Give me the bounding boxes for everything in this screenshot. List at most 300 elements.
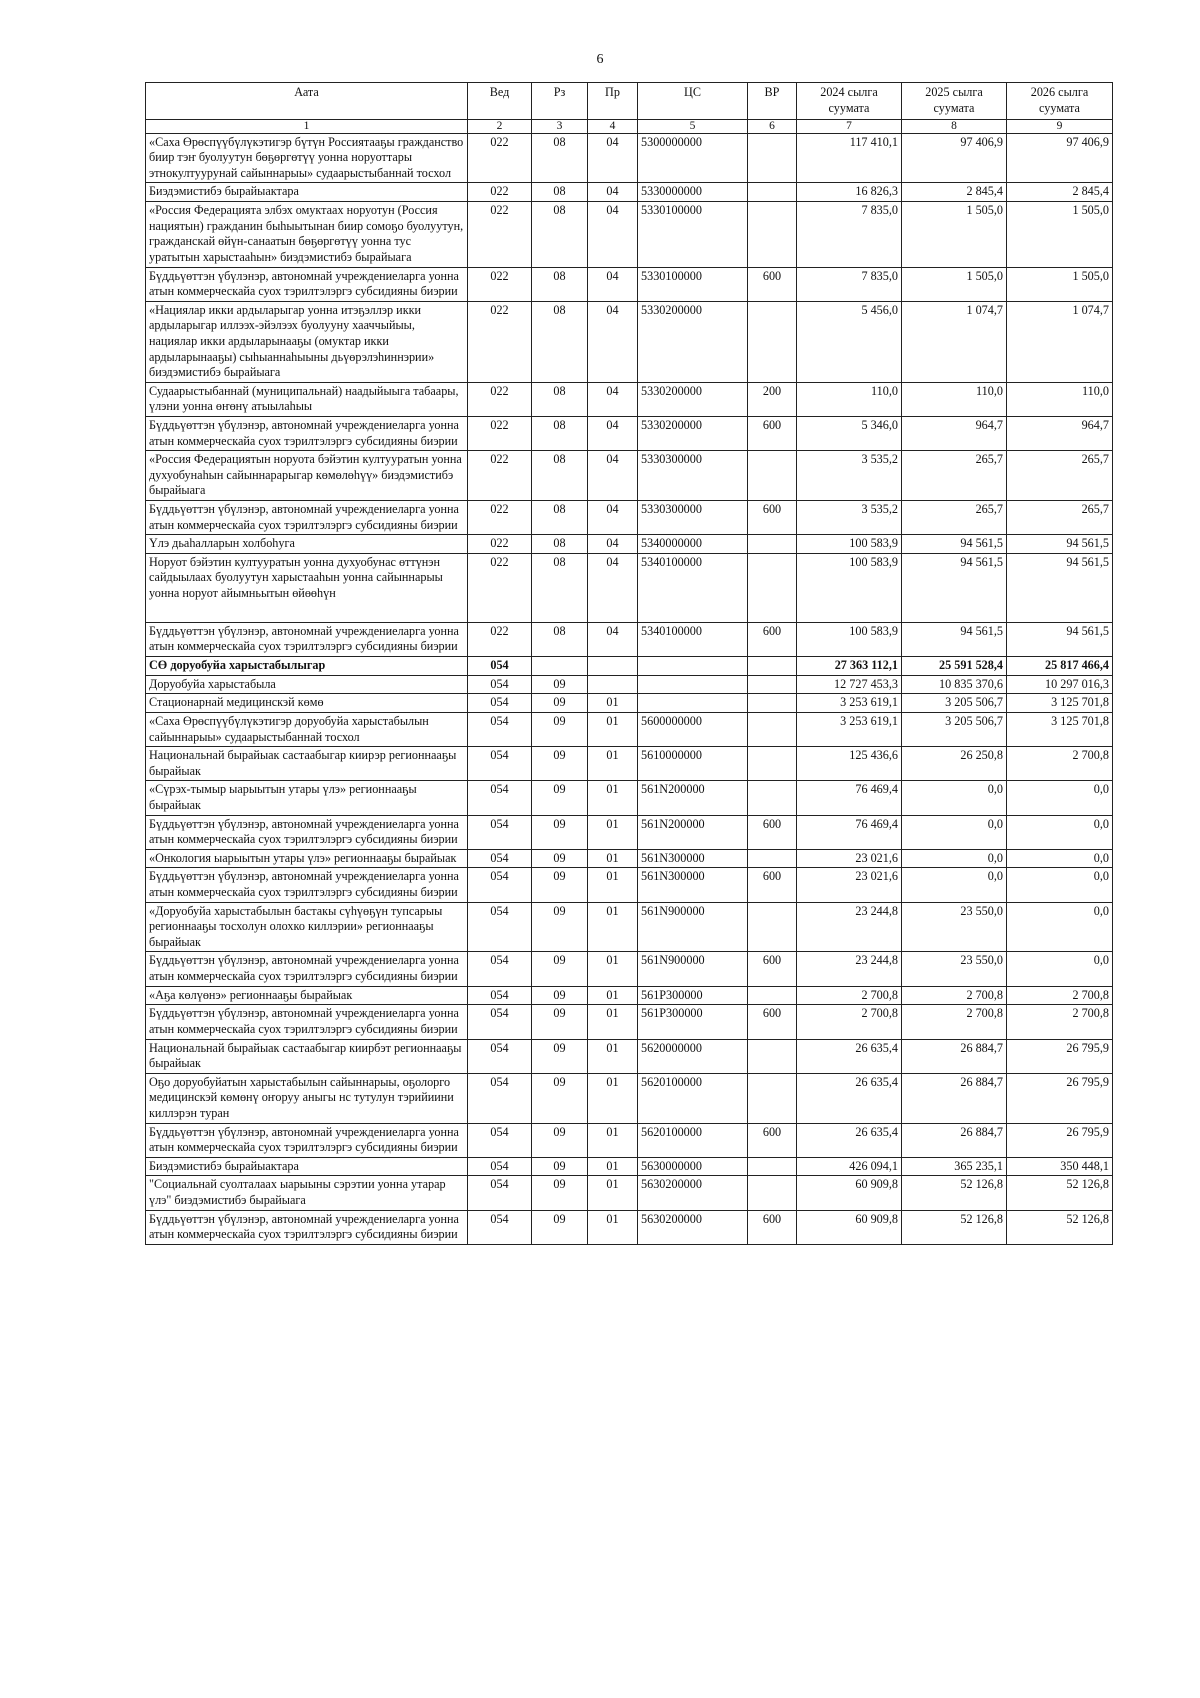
table-row [146,1123,1113,1157]
row-2026-amount: 26 795,9 [1007,1073,1113,1123]
row-pr: 01 [588,868,638,902]
row-2026-amount: 2 700,8 [1007,986,1113,1005]
row-2026-amount: 0,0 [1007,952,1113,986]
row-2026-amount: 52 126,8 [1007,1210,1113,1244]
row-pr: 01 [588,694,638,713]
row-name: «Россия Федерацията элбэх омуктаах норуотун (Россия нациятын) гражданин быһыытынан биир сомоҕо буолуутун, гражданскай өйүн-санаатын бөҕөргөтүү уонна тус уратытын харыстааһын» биэдэмистибэ бырайыага [146,202,468,267]
row-cs: 5630200000 [638,1176,748,1210]
header-2025: 2025 сылга суумата [902,83,1007,120]
row-cs: 5330100000 [638,267,748,301]
table-row [146,694,1113,713]
row-cs: 561N300000 [638,849,748,868]
row-cs: 561N900000 [638,952,748,986]
row-vr: 600 [748,868,797,902]
table-header-row [146,83,1113,120]
row-pr: 04 [588,183,638,202]
row-pr: 01 [588,952,638,986]
row-name: Бүддьүөттэн үбүлэнэр, автономнай учреждениеларга уонна атын коммерческайа суох тэрилтэлэргэ субсидияны биэрии [146,952,468,986]
row-2024-amount: 23 021,6 [797,849,902,868]
row-pr: 04 [588,501,638,535]
table-row [146,1073,1113,1123]
row-2026-amount: 25 817 466,4 [1007,657,1113,676]
row-rz: 08 [532,382,588,416]
row-rz: 08 [532,267,588,301]
row-pr: 01 [588,849,638,868]
row-vr [748,712,797,746]
column-number: 9 [1007,120,1113,134]
row-vr: 600 [748,1005,797,1039]
row-2024-amount: 3 253 619,1 [797,694,902,713]
row-2026-amount: 0,0 [1007,849,1113,868]
row-ved: 054 [468,657,532,676]
row-ved: 054 [468,1123,532,1157]
row-rz: 09 [532,1123,588,1157]
row-ved: 054 [468,952,532,986]
table-row [146,1005,1113,1039]
header-name: Аата [146,83,468,120]
row-pr: 01 [588,986,638,1005]
table-row [146,301,1113,382]
table-row [146,675,1113,694]
row-2025-amount: 1 074,7 [902,301,1007,382]
row-name: Биэдэмистибэ бырайыактара [146,1157,468,1176]
row-2026-amount: 265,7 [1007,501,1113,535]
row-2026-amount: 964,7 [1007,417,1113,451]
row-ved: 054 [468,1176,532,1210]
row-2026-amount: 350 448,1 [1007,1157,1113,1176]
row-pr: 01 [588,1176,638,1210]
row-ved: 054 [468,694,532,713]
row-2026-amount: 0,0 [1007,781,1113,815]
row-2025-amount: 2 700,8 [902,1005,1007,1039]
row-ved: 054 [468,1039,532,1073]
row-pr: 04 [588,535,638,554]
row-cs: 5300000000 [638,133,748,183]
row-name: «Доруобуйа харыстабылын бастакы сүһүөҕүн тупсарыы регионнааҕы тосхолун олохко киллэрии» регионнааҕы бырайыак [146,902,468,952]
row-pr: 04 [588,451,638,501]
row-rz: 09 [532,675,588,694]
row-ved: 022 [468,535,532,554]
row-name: Судаарыстыбаннай (муниципальнай) наадыйыыга табаары, үлэни уонна өҥөнү атыылаһыы [146,382,468,416]
row-cs: 5620100000 [638,1073,748,1123]
row-vr: 600 [748,267,797,301]
row-pr: 01 [588,902,638,952]
row-cs: 5330200000 [638,301,748,382]
row-name: Оҕо доруобуйатын харыстабылын сайыннарыы, оҕолорго медицинскэй көмөнү оҥоруу аныгы нс тутулун тэрийиини киллэрэн туран [146,1073,468,1123]
row-2024-amount: 26 635,4 [797,1123,902,1157]
row-cs: 5330300000 [638,501,748,535]
row-vr [748,183,797,202]
row-rz: 09 [532,868,588,902]
row-pr: 01 [588,1073,638,1123]
row-name: Национальнай бырайыак састаабыгар киирэр регионнааҕы бырайыак [146,747,468,781]
row-2024-amount: 26 635,4 [797,1073,902,1123]
row-vr: 600 [748,952,797,986]
table-row [146,868,1113,902]
row-pr: 04 [588,417,638,451]
row-cs: 5340100000 [638,622,748,656]
row-name: "Социальнай суолталаах ыарыыны сэрэтии уонна утарар үлэ" биэдэмистибэ бырайыага [146,1176,468,1210]
table-row [146,202,1113,267]
row-rz: 09 [532,781,588,815]
table-row [146,849,1113,868]
row-2025-amount: 0,0 [902,849,1007,868]
row-2026-amount: 26 795,9 [1007,1123,1113,1157]
row-2025-amount: 0,0 [902,815,1007,849]
row-cs: 561N200000 [638,815,748,849]
row-2026-amount: 265,7 [1007,451,1113,501]
row-2024-amount: 23 021,6 [797,868,902,902]
row-2024-amount: 100 583,9 [797,553,902,622]
header-2024: 2024 сылга суумата [797,83,902,120]
row-rz: 09 [532,1039,588,1073]
row-2026-amount: 26 795,9 [1007,1039,1113,1073]
table-row [146,1210,1113,1244]
row-2024-amount: 16 826,3 [797,183,902,202]
table-row [146,815,1113,849]
row-2024-amount: 426 094,1 [797,1157,902,1176]
row-cs: 5330100000 [638,202,748,267]
row-rz: 09 [532,849,588,868]
row-pr: 01 [588,815,638,849]
row-rz: 09 [532,986,588,1005]
row-name: Стационарнай медицинскэй көмө [146,694,468,713]
row-rz [532,657,588,676]
row-name: «Сүрэх-тымыр ыарыытын утары үлэ» регионнааҕы бырайыак [146,781,468,815]
row-cs: 561N300000 [638,868,748,902]
row-2026-amount: 1 505,0 [1007,267,1113,301]
row-ved: 054 [468,868,532,902]
table-row [146,657,1113,676]
row-2025-amount: 25 591 528,4 [902,657,1007,676]
row-2025-amount: 3 205 506,7 [902,712,1007,746]
column-number: 3 [532,120,588,134]
row-ved: 022 [468,501,532,535]
row-2024-amount: 7 835,0 [797,202,902,267]
row-vr [748,301,797,382]
row-rz: 09 [532,1176,588,1210]
budget-table [145,82,1113,1245]
table-row [146,712,1113,746]
row-ved: 022 [468,301,532,382]
row-cs: 5620100000 [638,1123,748,1157]
row-2025-amount: 0,0 [902,868,1007,902]
table-row [146,1039,1113,1073]
row-vr [748,1176,797,1210]
table-row [146,622,1113,656]
table-row [146,1157,1113,1176]
row-vr [748,202,797,267]
row-vr: 600 [748,1210,797,1244]
row-2024-amount: 3 535,2 [797,451,902,501]
row-ved: 022 [468,267,532,301]
row-ved: 054 [468,1210,532,1244]
row-pr [588,657,638,676]
row-2026-amount: 0,0 [1007,868,1113,902]
row-rz: 08 [532,301,588,382]
header-2026: 2026 сылга суумата [1007,83,1113,120]
row-ved: 022 [468,382,532,416]
row-pr: 04 [588,202,638,267]
header-ved: Вед [468,83,532,120]
table-row [146,133,1113,183]
row-rz: 08 [532,133,588,183]
row-name: «Саха Өрөспүүбүлүкэтигэр бүтүн Россиятааҕы гражданство биир тэҥ буолуутун бөҕөргөтүү уонна норуоттары этнокултуурунай сайыннарыы» судаарыстыбаннай тосхол [146,133,468,183]
row-cs: 5330200000 [638,382,748,416]
row-cs [638,675,748,694]
row-rz: 08 [532,451,588,501]
row-2024-amount: 5 456,0 [797,301,902,382]
row-vr [748,902,797,952]
row-vr [748,133,797,183]
row-vr: 600 [748,622,797,656]
row-2025-amount: 1 505,0 [902,202,1007,267]
table-row [146,535,1113,554]
row-2025-amount: 2 700,8 [902,986,1007,1005]
row-ved: 054 [468,1005,532,1039]
row-2024-amount: 26 635,4 [797,1039,902,1073]
table-row [146,781,1113,815]
row-cs [638,657,748,676]
table-row [146,952,1113,986]
table-row [146,501,1113,535]
row-ved: 054 [468,747,532,781]
header-cs: ЦС [638,83,748,120]
row-2024-amount: 7 835,0 [797,267,902,301]
row-ved: 022 [468,133,532,183]
row-ved: 022 [468,183,532,202]
row-cs: 5330000000 [638,183,748,202]
row-ved: 022 [468,202,532,267]
row-2024-amount: 5 346,0 [797,417,902,451]
row-2025-amount: 10 835 370,6 [902,675,1007,694]
table-row [146,382,1113,416]
row-pr: 01 [588,712,638,746]
page-number: 6 [596,52,604,67]
row-vr [748,535,797,554]
column-number: 7 [797,120,902,134]
row-2026-amount: 0,0 [1007,902,1113,952]
row-2025-amount: 1 505,0 [902,267,1007,301]
row-vr [748,1157,797,1176]
row-pr: 01 [588,747,638,781]
table-row [146,451,1113,501]
row-name: «Онкология ыарыытын утары үлэ» регионнааҕы бырайыак [146,849,468,868]
row-vr: 600 [748,501,797,535]
column-number: 1 [146,120,468,134]
row-cs: 561N900000 [638,902,748,952]
row-rz: 09 [532,1073,588,1123]
row-pr: 04 [588,622,638,656]
row-rz: 08 [532,417,588,451]
row-rz: 08 [532,553,588,622]
row-name: Бүддьүөттэн үбүлэнэр, автономнай учреждениеларга уонна атын коммерческайа суох тэрилтэлэргэ субсидияны биэрии [146,868,468,902]
row-rz: 09 [532,1157,588,1176]
row-pr: 01 [588,1210,638,1244]
row-2026-amount: 94 561,5 [1007,535,1113,554]
row-name: Бүддьүөттэн үбүлэнэр, автономнай учреждениеларга уонна атын коммерческайа суох тэрилтэлэргэ субсидияны биэрии [146,622,468,656]
row-2026-amount: 10 297 016,3 [1007,675,1113,694]
row-ved: 054 [468,815,532,849]
row-vr [748,986,797,1005]
row-ved: 054 [468,712,532,746]
row-2025-amount: 52 126,8 [902,1210,1007,1244]
table-row [146,553,1113,622]
row-pr: 01 [588,1123,638,1157]
row-pr: 01 [588,781,638,815]
row-2024-amount: 100 583,9 [797,622,902,656]
row-ved: 054 [468,675,532,694]
row-2026-amount: 2 845,4 [1007,183,1113,202]
row-vr [748,451,797,501]
row-cs: 5340100000 [638,553,748,622]
row-2026-amount: 3 125 701,8 [1007,694,1113,713]
row-2026-amount: 97 406,9 [1007,133,1113,183]
row-name: Биэдэмистибэ бырайыактара [146,183,468,202]
row-name: «Нациялар икки ардыларыгар уонна итэҕэллэр икки ардыларыгар иллээх-эйэлээх буолууну хааччыйыы, нациялар икки ардыларынааҕы (омуктар икки ардыларынааҕы) сыһыаннаһыыны дьүөрэлэһиннэрии» биэдэмистибэ бырайыага [146,301,468,382]
row-ved: 022 [468,417,532,451]
row-name: Бүддьүөттэн үбүлэнэр, автономнай учреждениеларга уонна атын коммерческайа суох тэрилтэлэргэ субсидияны биэрии [146,417,468,451]
row-2025-amount: 365 235,1 [902,1157,1007,1176]
row-rz: 08 [532,501,588,535]
row-2024-amount: 110,0 [797,382,902,416]
row-name: Бүддьүөттэн үбүлэнэр, автономнай учреждениеларга уонна атын коммерческайа суох тэрилтэлэргэ субсидияны биэрии [146,1123,468,1157]
row-cs: 5340000000 [638,535,748,554]
row-rz: 08 [532,622,588,656]
row-pr: 04 [588,301,638,382]
header-vr: ВР [748,83,797,120]
row-ved: 054 [468,849,532,868]
row-vr: 200 [748,382,797,416]
row-cs: 5330200000 [638,417,748,451]
row-ved: 022 [468,553,532,622]
row-ved: 054 [468,1073,532,1123]
row-2025-amount: 3 205 506,7 [902,694,1007,713]
row-2024-amount: 23 244,8 [797,952,902,986]
row-vr [748,553,797,622]
column-number-row [146,120,1113,134]
row-rz: 09 [532,712,588,746]
table-row [146,1176,1113,1210]
row-name: Бүддьүөттэн үбүлэнэр, автономнай учреждениеларга уонна атын коммерческайа суох тэрилтэлэргэ субсидияны биэрии [146,815,468,849]
row-2025-amount: 23 550,0 [902,902,1007,952]
row-vr [748,675,797,694]
row-ved: 022 [468,622,532,656]
row-cs [638,694,748,713]
row-cs: 5330300000 [638,451,748,501]
row-cs: 5610000000 [638,747,748,781]
row-2025-amount: 94 561,5 [902,535,1007,554]
row-2025-amount: 26 884,7 [902,1039,1007,1073]
row-2026-amount: 1 505,0 [1007,202,1113,267]
row-pr: 04 [588,553,638,622]
row-name: СӨ доруобуйа харыстабылыгар [146,657,468,676]
row-name: Доруобуйа харыстабыла [146,675,468,694]
row-rz: 08 [532,202,588,267]
row-2025-amount: 265,7 [902,451,1007,501]
column-number: 2 [468,120,532,134]
row-2025-amount: 94 561,5 [902,622,1007,656]
row-2025-amount: 26 250,8 [902,747,1007,781]
row-2026-amount: 2 700,8 [1007,747,1113,781]
row-name: Бүддьүөттэн үбүлэнэр, автономнай учреждениеларга уонна атын коммерческайа суох тэрилтэлэргэ субсидияны биэрии [146,1210,468,1244]
row-2024-amount: 12 727 453,3 [797,675,902,694]
table-row [146,902,1113,952]
row-name: Бүддьүөттэн үбүлэнэр, автономнай учреждениеларга уонна атын коммерческайа суох тэрилтэлэргэ субсидияны биэрии [146,501,468,535]
column-number: 4 [588,120,638,134]
row-2025-amount: 94 561,5 [902,553,1007,622]
row-2025-amount: 110,0 [902,382,1007,416]
row-2025-amount: 964,7 [902,417,1007,451]
header-rz: Рз [532,83,588,120]
row-vr [748,781,797,815]
row-rz: 09 [532,815,588,849]
row-vr: 600 [748,1123,797,1157]
table-row [146,747,1113,781]
header-pr: Пр [588,83,638,120]
row-2024-amount: 27 363 112,1 [797,657,902,676]
row-2024-amount: 60 909,8 [797,1210,902,1244]
row-vr [748,1039,797,1073]
row-name: «Саха Өрөспүүбүлүкэтигэр доруобуйа харыстабылын сайыннарыы» судаарыстыбаннай тосхол [146,712,468,746]
row-2026-amount: 3 125 701,8 [1007,712,1113,746]
row-2024-amount: 76 469,4 [797,781,902,815]
table-row [146,183,1113,202]
row-rz: 09 [532,952,588,986]
row-2024-amount: 117 410,1 [797,133,902,183]
row-cs: 5600000000 [638,712,748,746]
row-pr: 01 [588,1005,638,1039]
row-vr [748,747,797,781]
row-vr [748,694,797,713]
row-ved: 022 [468,451,532,501]
row-cs: 561P300000 [638,1005,748,1039]
row-2026-amount: 94 561,5 [1007,553,1113,622]
row-pr: 04 [588,382,638,416]
row-rz: 08 [532,183,588,202]
table-row [146,417,1113,451]
row-ved: 054 [468,902,532,952]
row-2024-amount: 60 909,8 [797,1176,902,1210]
row-2024-amount: 3 535,2 [797,501,902,535]
column-number: 8 [902,120,1007,134]
row-ved: 054 [468,986,532,1005]
row-name: «Аҕа көлүөнэ» регионнааҕы бырайыак [146,986,468,1005]
row-2026-amount: 94 561,5 [1007,622,1113,656]
row-2024-amount: 2 700,8 [797,986,902,1005]
table-row [146,267,1113,301]
column-number: 5 [638,120,748,134]
row-pr: 01 [588,1039,638,1073]
column-number: 6 [748,120,797,134]
row-rz: 09 [532,694,588,713]
row-2024-amount: 100 583,9 [797,535,902,554]
row-name: Национальнай бырайыак састаабыгар киирбэт регионнааҕы бырайыак [146,1039,468,1073]
row-2024-amount: 2 700,8 [797,1005,902,1039]
row-name: Бүддьүөттэн үбүлэнэр, автономнай учреждениеларга уонна атын коммерческайа суох тэрилтэлэргэ субсидияны биэрии [146,267,468,301]
row-2026-amount: 2 700,8 [1007,1005,1113,1039]
row-cs: 5630200000 [638,1210,748,1244]
row-2025-amount: 265,7 [902,501,1007,535]
row-name: Норуот бэйэтин култууратын уонна духуобунас өттүнэн сайдыылаах буолуутун харыстааһын уонна сайыннарыы уонна норуот айымньытын өйөөһүн [146,553,468,622]
row-ved: 054 [468,1157,532,1176]
row-2026-amount: 1 074,7 [1007,301,1113,382]
row-2025-amount: 26 884,7 [902,1073,1007,1123]
table-row [146,986,1113,1005]
row-pr: 04 [588,133,638,183]
row-rz: 09 [532,1005,588,1039]
row-2024-amount: 23 244,8 [797,902,902,952]
